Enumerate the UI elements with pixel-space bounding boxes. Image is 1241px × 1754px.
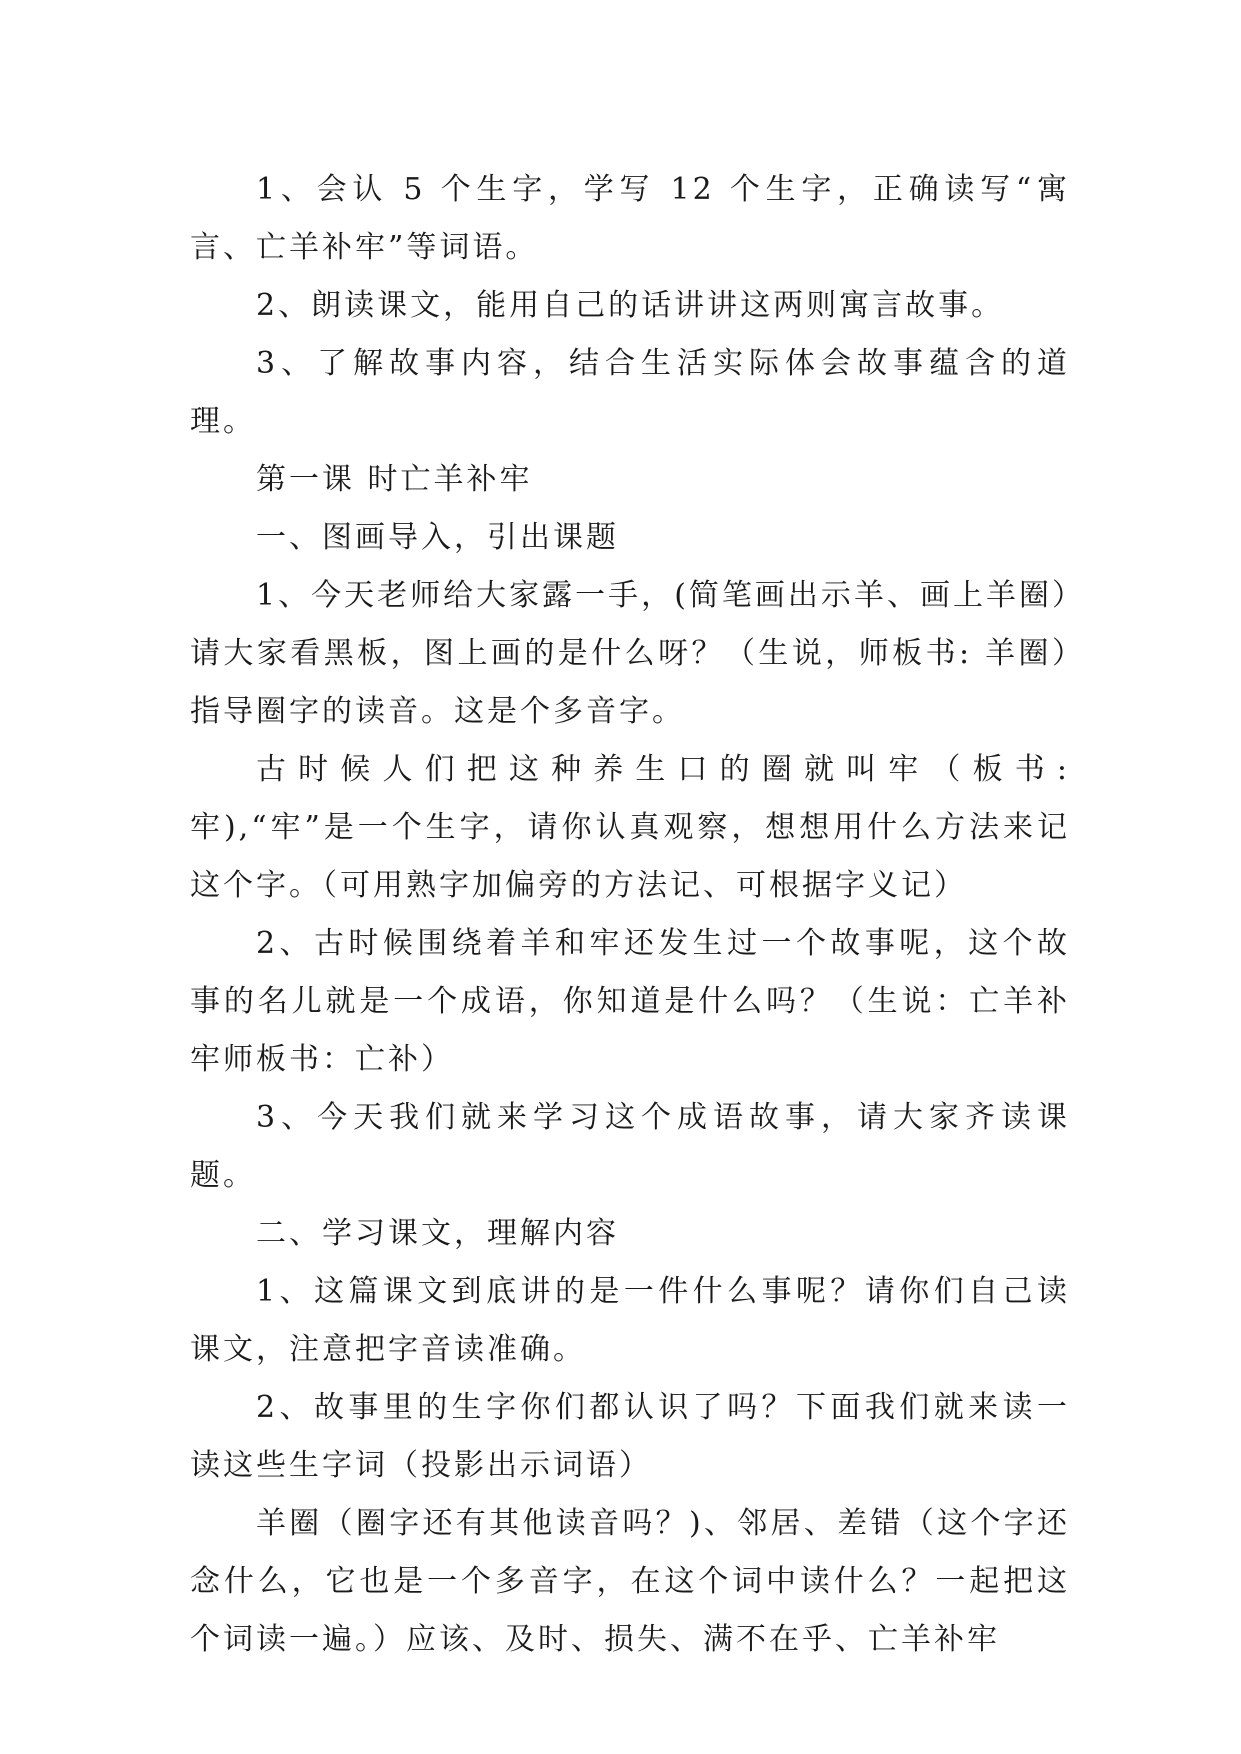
section-heading-1: 一、图画导入，引出课题 [256,520,619,555]
paragraph-lao-explanation: 古时候人们把这种养生口的圈就叫牢（板书: 牢),“牢”是一个生字，请你认真观察，想想用什么方法来记这个字。（可用熟字加偏旁的方法记、可根据字义记） [190,752,1070,903]
paragraph-reading-2: 2、故事里的生字你们都认识了吗？下面我们就来读一读这些生字词（投影出示词语） [190,1390,1070,1483]
paragraph-objective-2: 2、朗读课文，能用自己的话讲讲这两则寓言故事。 [256,288,1005,323]
paragraph-step-1: 1、今天老师给大家露一手，(简笔画出示羊、画上羊圈）请大家看黑板，图上画的是什么呀？（生说，师板书: 羊圈）指导圈字的读音。这是个多音字。 [190,578,1070,729]
lesson-heading: 第一课 时亡羊补牢 [256,462,533,497]
paragraph-objective-3: 3、了解故事内容，结合生活实际体会故事蕴含的道理。 [190,346,1070,439]
paragraph-step-3: 3、今天我们就来学习这个成语故事，请大家齐读课题。 [190,1100,1070,1193]
paragraph-reading-1: 1、这篇课文到底讲的是一件什么事呢？请你们自己读课文，注意把字音读准确。 [190,1274,1070,1367]
section-heading-2: 二、学习课文，理解内容 [256,1216,619,1251]
paragraph-objective-1: 1、会认 5 个生字，学写 12 个生字，正确读写“寓言、亡羊补牢”等词语。 [190,172,1070,265]
paragraph-vocabulary: 羊圈（圈字还有其他读音吗？)、邻居、差错（这个字还念什么，它也是一个多音字，在这个词中读什么？一起把这个词读一遍。）应该、及时、损失、满不在乎、亡羊补牢 [190,1506,1070,1657]
paragraph-step-2: 2、古时候围绕着羊和牢还发生过一个故事呢，这个故事的名儿就是一个成语，你知道是什么吗？（生说：亡羊补牢师板书：亡补） [190,926,1070,1077]
document-body [190,161,1070,1669]
